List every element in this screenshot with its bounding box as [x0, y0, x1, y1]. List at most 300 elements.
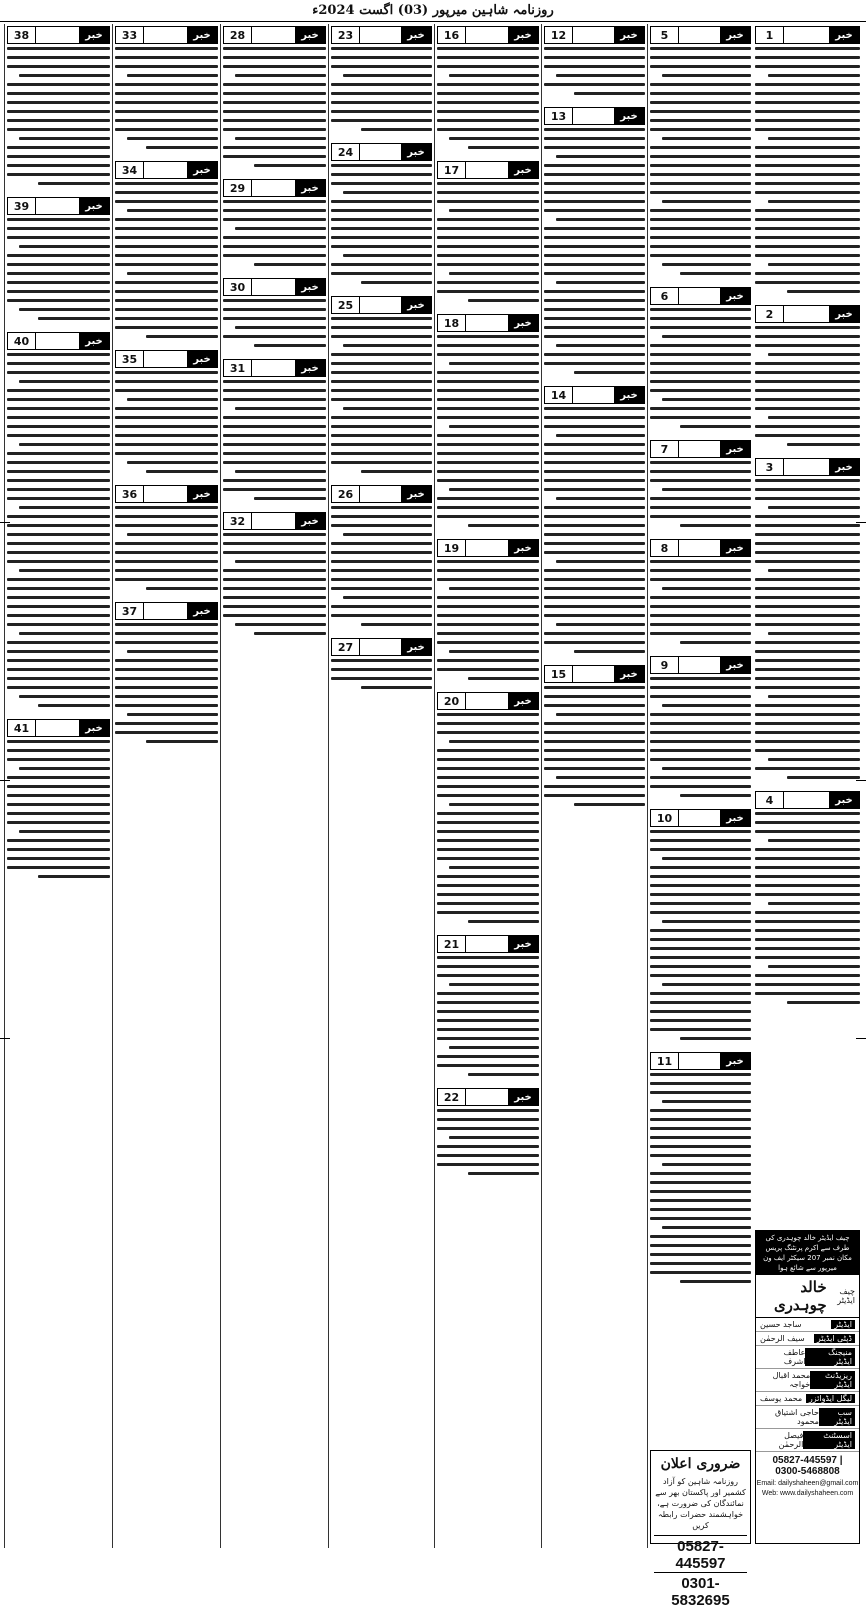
text-line	[331, 461, 432, 464]
text-line	[7, 254, 110, 257]
text-line	[650, 893, 751, 896]
text-line	[755, 128, 860, 131]
text-line	[115, 686, 218, 689]
story-tag	[437, 314, 539, 332]
story-tag-word: خبر	[187, 351, 217, 367]
staff-row	[756, 1429, 859, 1452]
text-line	[437, 992, 539, 995]
text-line	[437, 110, 539, 113]
text-line	[223, 605, 326, 608]
story-tag	[544, 107, 645, 125]
story-tag	[223, 179, 326, 197]
text-line	[544, 362, 645, 365]
text-line	[768, 353, 860, 356]
text-line	[787, 776, 861, 779]
text-line	[768, 74, 860, 77]
text-line	[755, 587, 860, 590]
chief-editor-row	[756, 1275, 859, 1318]
text-line	[115, 659, 218, 662]
text-line	[556, 497, 645, 500]
text-line	[662, 1226, 751, 1229]
text-line	[331, 425, 432, 428]
text-line	[680, 794, 751, 797]
text-line	[115, 380, 218, 383]
staff-name: ساجد حسین	[760, 1320, 802, 1329]
text-line	[115, 731, 218, 734]
story-tag-word: خبر	[508, 27, 538, 43]
story-21	[437, 935, 539, 1082]
text-line	[650, 1109, 751, 1112]
text-line	[755, 83, 860, 86]
text-line	[544, 686, 645, 689]
text-line	[755, 92, 860, 95]
text-line	[115, 182, 218, 185]
text-line	[468, 677, 539, 680]
text-line	[115, 704, 218, 707]
text-line	[650, 596, 751, 599]
story-tag	[331, 143, 432, 161]
story-tag	[331, 26, 432, 44]
chief-editor-name: خالد چوہدری	[773, 1278, 827, 1314]
text-line	[650, 974, 751, 977]
text-line	[343, 596, 432, 599]
story-32	[223, 512, 326, 641]
text-line	[331, 200, 432, 203]
text-line	[437, 290, 539, 293]
text-line	[437, 1019, 539, 1022]
story-tag-word: خبر	[720, 540, 750, 556]
text-line	[331, 569, 432, 572]
text-line	[115, 677, 218, 680]
text-line	[115, 119, 218, 122]
text-line	[7, 155, 110, 158]
text-line	[544, 515, 645, 518]
text-line	[544, 416, 645, 419]
text-line	[755, 425, 860, 428]
text-line	[115, 92, 218, 95]
text-line	[755, 65, 860, 68]
text-line	[7, 848, 110, 851]
text-line	[19, 767, 110, 770]
text-line	[468, 299, 539, 302]
staff-role: ریزیڈنٹ ایڈیٹر	[810, 1371, 855, 1389]
text-line	[662, 587, 751, 590]
text-line	[755, 920, 860, 923]
announcement-ad	[650, 1450, 751, 1609]
text-line	[662, 488, 751, 491]
text-line	[449, 137, 539, 140]
text-line	[768, 569, 860, 572]
text-line	[544, 326, 645, 329]
text-line	[680, 1037, 751, 1040]
chief-editor-role: چیف ایڈیٹر	[837, 1287, 855, 1305]
text-line	[755, 866, 860, 869]
story-25	[331, 296, 432, 479]
text-line	[544, 740, 645, 743]
story-tag	[544, 665, 645, 683]
text-line	[235, 137, 326, 140]
text-line	[680, 524, 751, 527]
story-text-block	[650, 830, 751, 1040]
story-text-block	[437, 956, 539, 1076]
story-28	[223, 26, 326, 173]
text-line	[650, 209, 751, 212]
text-line	[331, 677, 432, 680]
text-line	[38, 704, 110, 707]
text-line	[7, 758, 110, 761]
text-line	[127, 137, 218, 140]
text-line	[650, 1181, 751, 1184]
fold-mark-left-1	[0, 522, 10, 523]
story-tag-word: خبر	[295, 279, 325, 295]
story-text-block	[331, 317, 432, 473]
text-line	[115, 299, 218, 302]
text-line	[437, 848, 539, 851]
text-line	[650, 479, 751, 482]
story-4	[755, 791, 860, 1010]
story-text-block	[331, 659, 432, 689]
text-line	[768, 263, 860, 266]
text-line	[437, 497, 539, 500]
text-line	[755, 182, 860, 185]
ad-description: روزنامہ شاہین کو آزاد کشمیر اور پاکستان بھر سے نمائندگان کی ضرورت ہے، خواہشمند حضرات رابطہ کریں	[655, 1477, 746, 1530]
text-line	[331, 65, 432, 68]
text-line	[544, 56, 645, 59]
text-line	[437, 443, 539, 446]
story-8	[650, 539, 751, 650]
text-line	[662, 1163, 751, 1166]
text-line	[650, 1253, 751, 1256]
story-tag-word: خبر	[187, 603, 217, 619]
story-number: 37	[116, 603, 144, 619]
text-line	[755, 110, 860, 113]
staff-row	[756, 1369, 859, 1392]
text-line	[650, 1136, 751, 1139]
text-line	[755, 218, 860, 221]
text-line	[223, 236, 326, 239]
text-line	[449, 740, 539, 743]
text-line	[468, 524, 539, 527]
story-tag-word: خبر	[829, 792, 859, 808]
text-line	[650, 569, 751, 572]
text-line	[755, 749, 860, 752]
text-line	[146, 587, 218, 590]
text-line	[650, 848, 751, 851]
text-line	[437, 785, 539, 788]
text-line	[437, 281, 539, 284]
story-tag-word: خبر	[401, 27, 431, 43]
text-line	[650, 830, 751, 833]
text-line	[115, 668, 218, 671]
text-line	[437, 731, 539, 734]
story-tag	[7, 197, 110, 215]
text-line	[662, 920, 751, 923]
text-line	[755, 956, 860, 959]
text-line	[7, 803, 110, 806]
text-line	[437, 47, 539, 50]
text-line	[437, 578, 539, 581]
story-tag	[115, 350, 218, 368]
text-line	[650, 614, 751, 617]
text-line	[544, 137, 645, 140]
text-line	[755, 623, 860, 626]
text-line	[650, 1019, 751, 1022]
text-line	[115, 281, 218, 284]
story-text-block	[544, 47, 645, 95]
text-line	[331, 245, 432, 248]
story-number: 15	[545, 666, 573, 682]
text-line	[127, 650, 218, 653]
story-tag	[650, 26, 751, 44]
text-line	[544, 452, 645, 455]
text-line	[650, 1217, 751, 1220]
text-line	[755, 362, 860, 365]
text-line	[223, 245, 326, 248]
text-line	[650, 1091, 751, 1094]
story-tag-word: خبر	[829, 459, 859, 475]
text-line	[544, 443, 645, 446]
text-line	[650, 353, 751, 356]
text-line	[768, 758, 860, 761]
story-22	[437, 1088, 539, 1181]
text-line	[768, 632, 860, 635]
column-1	[753, 24, 862, 1548]
text-line	[437, 1118, 539, 1121]
text-line	[650, 227, 751, 230]
text-line	[650, 326, 751, 329]
story-tag-word: خبر	[508, 1089, 538, 1105]
text-line	[544, 578, 645, 581]
story-number: 7	[651, 441, 679, 457]
story-text-block	[437, 182, 539, 302]
text-line	[755, 254, 860, 257]
text-line	[7, 452, 110, 455]
text-line	[331, 551, 432, 554]
story-27	[331, 638, 432, 695]
story-text-block	[755, 812, 860, 1004]
text-line	[544, 722, 645, 725]
story-tag-word: خبر	[295, 180, 325, 196]
text-line	[223, 317, 326, 320]
text-line	[650, 101, 751, 104]
story-number: 12	[545, 27, 573, 43]
text-line	[437, 1145, 539, 1148]
story-text-block	[755, 479, 860, 779]
text-line	[650, 623, 751, 626]
text-line	[755, 155, 860, 158]
story-tag	[437, 692, 539, 710]
text-line	[7, 794, 110, 797]
text-line	[331, 578, 432, 581]
text-line	[650, 956, 751, 959]
text-line	[544, 317, 645, 320]
text-line	[19, 506, 110, 509]
story-23	[331, 26, 432, 137]
text-line	[7, 587, 110, 590]
text-line	[361, 470, 432, 473]
text-line	[7, 866, 110, 869]
story-tag	[331, 485, 432, 503]
story-9	[650, 656, 751, 803]
text-line	[755, 488, 860, 491]
text-line	[556, 155, 645, 158]
story-tag-word: خبر	[401, 297, 431, 313]
story-5	[650, 26, 751, 281]
story-41	[7, 719, 110, 884]
text-line	[544, 479, 645, 482]
text-line	[223, 299, 326, 302]
text-line	[662, 857, 751, 860]
text-line	[115, 416, 218, 419]
text-line	[755, 857, 860, 860]
text-line	[556, 281, 645, 284]
text-line	[437, 1109, 539, 1112]
text-line	[437, 236, 539, 239]
text-line	[768, 137, 860, 140]
text-line	[544, 524, 645, 527]
story-10	[650, 809, 751, 1046]
text-line	[650, 236, 751, 239]
text-line	[7, 515, 110, 518]
text-line	[223, 542, 326, 545]
text-line	[127, 398, 218, 401]
text-line	[650, 560, 751, 563]
text-line	[755, 713, 860, 716]
text-line	[331, 524, 432, 527]
story-text-block	[544, 128, 645, 374]
text-line	[7, 65, 110, 68]
text-line	[449, 488, 539, 491]
text-line	[331, 164, 432, 167]
story-tag-word: خبر	[295, 27, 325, 43]
story-text-block	[437, 47, 539, 149]
story-text-block	[755, 326, 860, 446]
text-line	[662, 983, 751, 986]
story-number: 35	[116, 351, 144, 367]
text-line	[437, 911, 539, 914]
text-line	[115, 722, 218, 725]
text-line	[544, 641, 645, 644]
story-35	[115, 350, 218, 479]
text-line	[331, 218, 432, 221]
text-line	[755, 650, 860, 653]
text-line	[437, 101, 539, 104]
text-line	[7, 299, 110, 302]
text-line	[650, 416, 751, 419]
staff-row	[756, 1318, 859, 1332]
text-line	[650, 65, 751, 68]
text-line	[556, 434, 645, 437]
text-line	[223, 209, 326, 212]
story-tag-word: خبر	[614, 27, 644, 43]
text-line	[115, 236, 218, 239]
text-line	[650, 695, 751, 698]
text-line	[755, 938, 860, 941]
text-line	[755, 668, 860, 671]
story-text-block	[115, 623, 218, 743]
story-number: 5	[651, 27, 679, 43]
story-tag-word: خبر	[79, 720, 109, 736]
text-line	[544, 407, 645, 410]
text-line	[650, 83, 751, 86]
text-line	[331, 272, 432, 275]
text-line	[787, 1001, 861, 1004]
text-line	[768, 902, 860, 905]
text-line	[650, 56, 751, 59]
text-line	[544, 605, 645, 608]
text-line	[223, 461, 326, 464]
text-line	[331, 101, 432, 104]
text-line	[223, 488, 326, 491]
story-tag	[115, 26, 218, 44]
text-line	[223, 119, 326, 122]
text-line	[437, 839, 539, 842]
staff-name: محمد اقبال خواجہ	[772, 1371, 811, 1389]
story-number: 24	[332, 144, 360, 160]
text-line	[680, 425, 751, 428]
text-line	[650, 1145, 751, 1148]
text-line	[437, 641, 539, 644]
text-line	[437, 605, 539, 608]
story-text-block	[331, 47, 432, 131]
text-line	[19, 443, 110, 446]
text-line	[662, 335, 751, 338]
text-line	[235, 227, 326, 230]
text-line	[115, 263, 218, 266]
text-line	[437, 596, 539, 599]
text-line	[468, 146, 539, 149]
text-line	[437, 380, 539, 383]
text-line	[755, 767, 860, 770]
masthead-date-line: روزنامہ شاہین میرپور (03) اگست 2024ء	[312, 3, 554, 18]
text-line	[331, 371, 432, 374]
text-line	[343, 74, 432, 77]
text-line	[650, 407, 751, 410]
text-line	[331, 542, 432, 545]
text-line	[449, 587, 539, 590]
text-line	[235, 74, 326, 77]
text-line	[223, 596, 326, 599]
text-line	[437, 182, 539, 185]
text-line	[755, 992, 860, 995]
text-line	[223, 479, 326, 482]
text-line	[437, 335, 539, 338]
text-line	[755, 740, 860, 743]
text-line	[650, 947, 751, 950]
text-line	[437, 812, 539, 815]
story-text-block	[650, 47, 751, 275]
text-line	[331, 335, 432, 338]
story-tag-word: خبر	[79, 27, 109, 43]
text-line	[544, 83, 645, 86]
text-line	[544, 191, 645, 194]
story-text-block	[544, 407, 645, 653]
text-line	[437, 893, 539, 896]
text-line	[650, 146, 751, 149]
story-text-block	[223, 299, 326, 347]
text-line	[755, 326, 860, 329]
text-line	[7, 227, 110, 230]
story-tag-word: خبر	[401, 639, 431, 655]
newspaper-page	[4, 24, 862, 1609]
staff-row	[756, 1406, 859, 1429]
text-line	[7, 659, 110, 662]
text-line	[768, 416, 860, 419]
text-line	[331, 443, 432, 446]
text-line	[768, 506, 860, 509]
text-line	[755, 542, 860, 545]
story-text-block	[437, 713, 539, 923]
